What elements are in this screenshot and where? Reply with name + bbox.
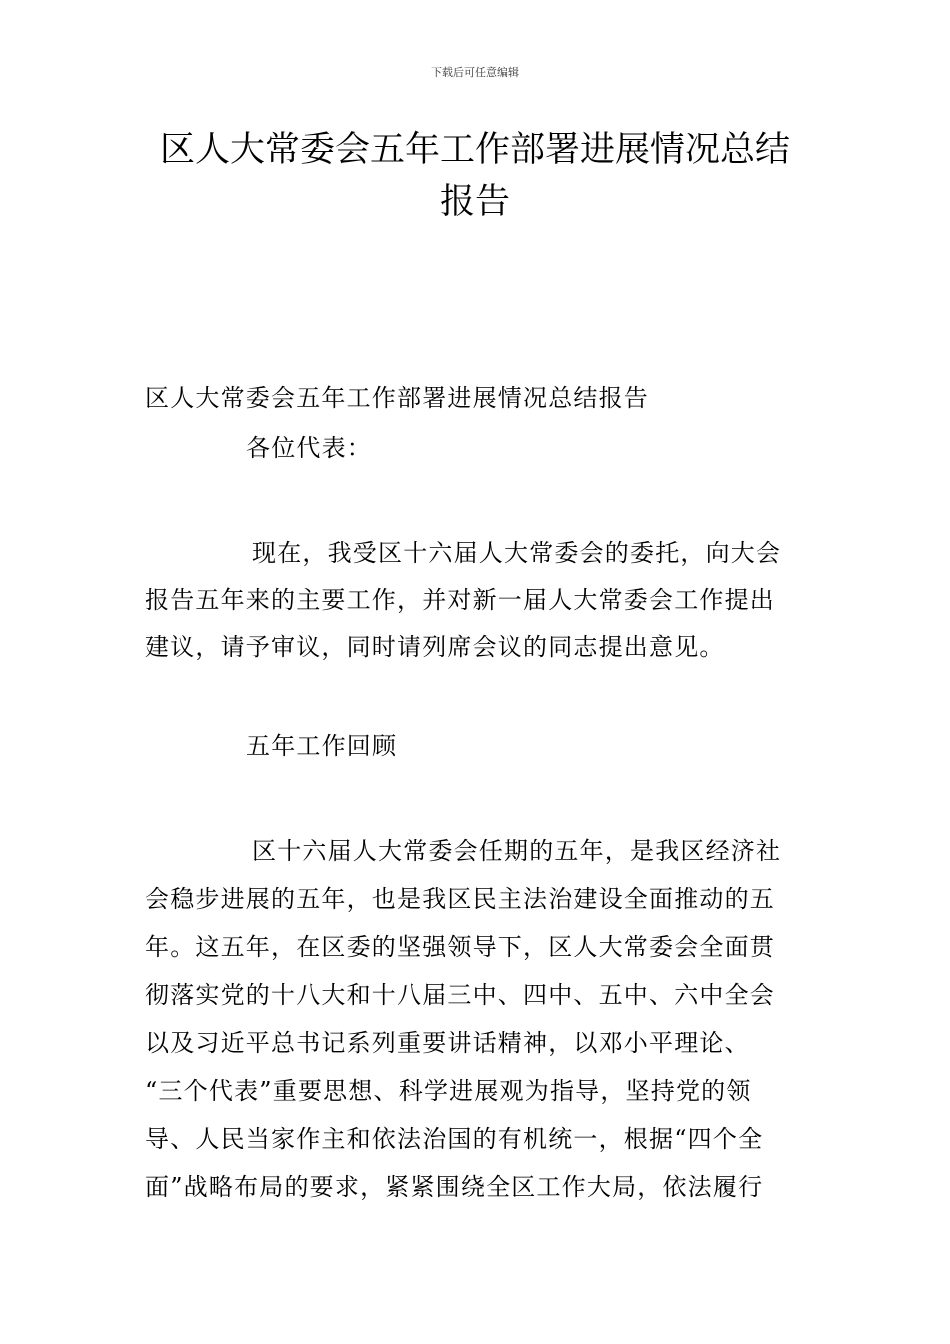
- paragraph-line: 区十六届人大常委会任期的五年，是我区经济社: [252, 837, 782, 865]
- salutation: 各位代表：: [246, 434, 372, 462]
- document-title-line-1: 区人大常委会五年工作部署进展情况总结: [159, 130, 790, 170]
- document-subtitle: 区人大常委会五年工作部署进展情况总结报告: [145, 384, 649, 412]
- paragraph-line: 建议，请予审议，同时请列席会议的同志提出意见。: [145, 633, 725, 661]
- paragraph-line: 报告五年来的主要工作，并对新一届人大常委会工作提出: [145, 586, 775, 614]
- document-title: [145, 124, 805, 228]
- paragraph-review: [145, 827, 809, 1211]
- paragraph-intro: [145, 530, 809, 671]
- document-title-line-2: 报告: [439, 182, 510, 222]
- paragraph-line: 导、人民当家作主和依法治国的有机统一，根据“四个全: [145, 1125, 764, 1153]
- paragraph-line: 现在，我受区十六届人大常委会的委托，向大会: [252, 539, 782, 567]
- download-note: 下载后可任意编辑: [431, 66, 519, 79]
- paragraph-line: 年。这五年，在区委的坚强领导下，区人大常委会全面贯: [145, 933, 775, 961]
- paragraph-line: 以及习近平总书记系列重要讲话精神，以邓小平理论、: [145, 1029, 750, 1057]
- paragraph-line: “三个代表”重要思想、科学进展观为指导，坚持党的领: [145, 1077, 752, 1105]
- section-heading: 五年工作回顾: [246, 732, 398, 760]
- paragraph-line: 彻落实党的十八大和十八届三中、四中、五中、六中全会: [145, 981, 775, 1009]
- paragraph-line: 会稳步进展的五年，也是我区民主法治建设全面推动的五: [145, 885, 775, 913]
- paragraph-line: 面”战略布局的要求，紧紧围绕全区工作大局，依法履行: [145, 1173, 764, 1201]
